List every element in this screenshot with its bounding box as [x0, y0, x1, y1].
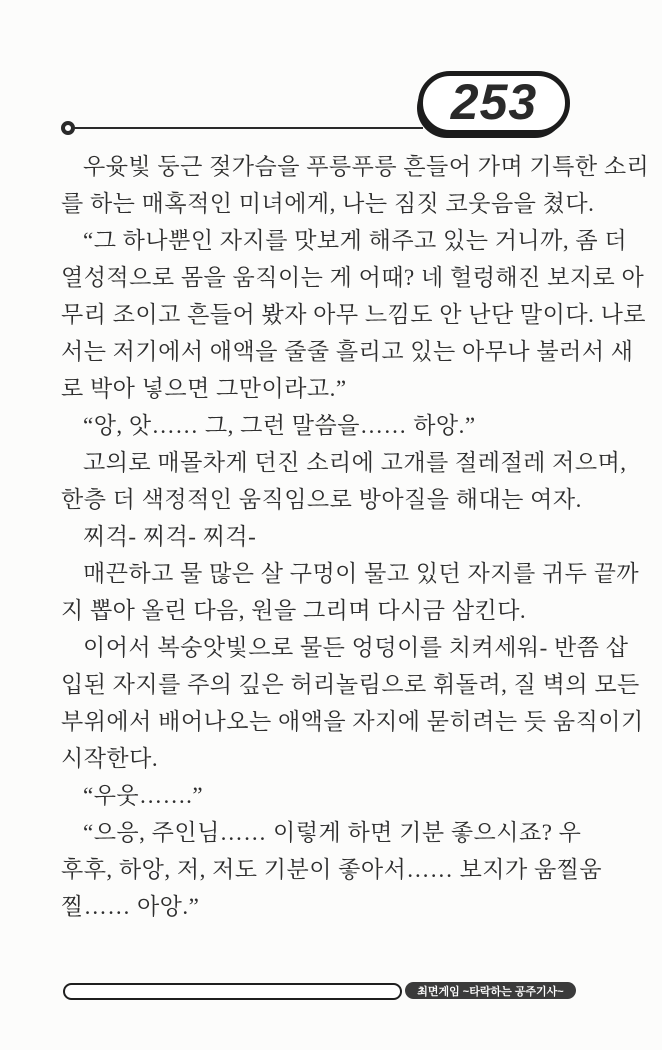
text-line: 우윳빛 둥근 젖가슴을 푸릉푸릉 흔들어 가며 기특한 소리: [83, 154, 650, 179]
text-line: “그 하나뿐인 자지를 맛보게 해주고 있는 거니까, 좀 더: [83, 228, 628, 253]
header-rule-line: [73, 127, 423, 129]
text-line: 열성적으로 몸을 움직이는 게 어때? 네 헐렁해진 보지로 아: [61, 265, 645, 290]
text-line: 무리 조이고 흔들어 봤자 아무 느낌도 안 난단 말이다. 나로: [61, 302, 647, 327]
text-line: 이어서 복숭앗빛으로 물든 엉덩이를 치켜세워- 반쯤 삽: [83, 635, 629, 660]
text-line: 입된 자지를 주의 깊은 허리놀림으로 휘돌려, 질 벽의 모든: [61, 672, 640, 697]
text-line: 서는 저기에서 애액을 줄줄 흘리고 있는 아무나 불러서 새: [61, 339, 634, 364]
text-line: 한층 더 색정적인 움직임으로 방아질을 해대는 여자.: [61, 487, 582, 512]
text-line: 부위에서 배어나오는 애액을 자지에 묻히려는 듯 움직이기: [61, 709, 644, 734]
page-number-badge: [418, 71, 570, 135]
text-line: 지 뽑아 올린 다음, 원을 그리며 다시금 삼킨다.: [61, 598, 527, 623]
text-line: “우웃…….”: [83, 783, 204, 808]
series-title-badge: [405, 982, 576, 999]
text-line: “으응, 주인님…… 이렇게 하면 기분 좋으시죠? 우: [83, 820, 582, 845]
text-line: 찔…… 아앙.”: [61, 894, 200, 919]
text-line: 매끈하고 물 많은 살 구멍이 물고 있던 자지를 귀두 끝까: [83, 561, 640, 586]
text-line: “앙, 앗…… 그, 그런 말씀을…… 하앙.”: [83, 413, 476, 438]
page-number: 253: [450, 74, 538, 130]
text-line: 고의로 매몰차게 던진 소리에 고개를 절레절레 저으며,: [83, 450, 627, 475]
text-line: 찌걱- 찌걱- 찌걱-: [83, 524, 257, 549]
series-title-label: 최면게임 ~타락하는 공주기사~: [417, 985, 564, 998]
text-line: 로 박아 넣으면 그만이라고.”: [61, 376, 347, 401]
text-body: [61, 148, 650, 925]
text-line: 후후, 하앙, 저, 저도 기분이 좋아서…… 보지가 움찔움: [61, 857, 603, 882]
text-line: 를 하는 매혹적인 미녀에게, 나는 짐짓 코웃음을 쳤다.: [61, 191, 595, 216]
footer-outline-pill: [63, 983, 402, 1000]
text-line: 시작한다.: [61, 746, 159, 771]
